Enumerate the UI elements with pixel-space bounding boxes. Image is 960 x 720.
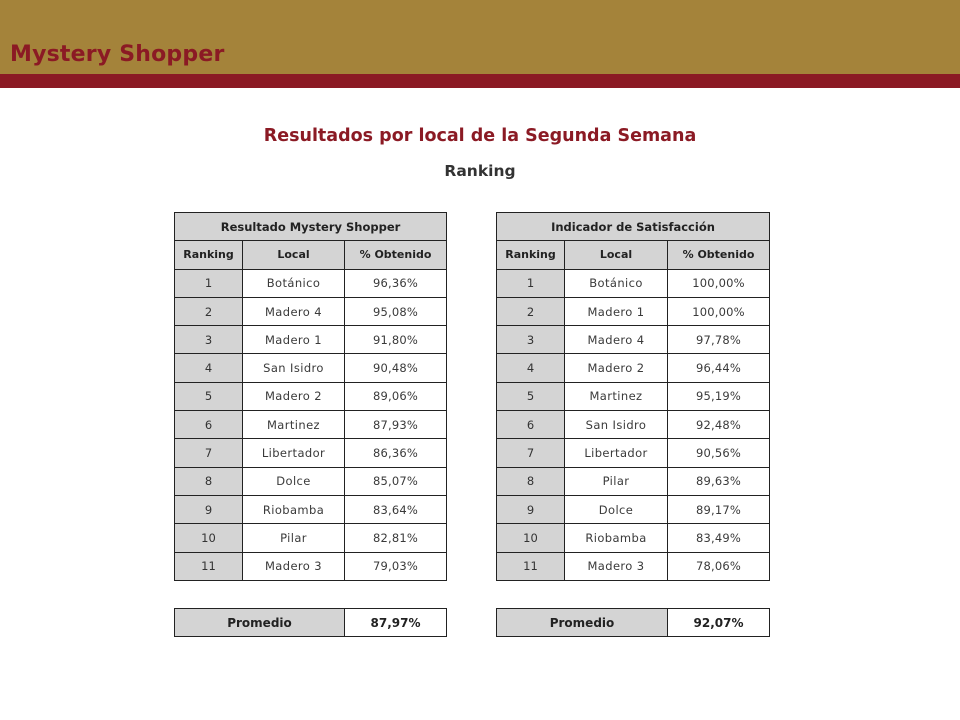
column-header-local: Local	[243, 241, 345, 269]
local-cell: Madero 4	[243, 297, 345, 325]
slide-subheading: Ranking	[444, 162, 516, 180]
rank-cell: 10	[175, 524, 243, 552]
average-value: 87,97%	[345, 609, 447, 637]
rank-cell: 4	[497, 354, 565, 382]
percent-cell: 83,64%	[345, 495, 447, 523]
local-cell: Pilar	[243, 524, 345, 552]
rank-cell: 1	[175, 269, 243, 297]
mystery-shopper-table	[174, 212, 447, 581]
column-header-ranking: Ranking	[497, 241, 565, 269]
slide-heading: Resultados por local de la Segunda Semana	[263, 126, 697, 146]
column-header-percent: % Obtenido	[345, 241, 447, 269]
table-row	[497, 411, 770, 439]
table-row	[497, 297, 770, 325]
rank-cell: 2	[175, 297, 243, 325]
local-cell: Martinez	[565, 382, 668, 410]
table-row	[175, 439, 447, 467]
rank-cell: 4	[175, 354, 243, 382]
rank-cell: 2	[497, 297, 565, 325]
percent-cell: 97,78%	[668, 326, 770, 354]
local-cell: Madero 4	[565, 326, 668, 354]
percent-cell: 86,36%	[345, 439, 447, 467]
percent-cell: 85,07%	[345, 467, 447, 495]
percent-cell: 96,44%	[668, 354, 770, 382]
table-row	[175, 495, 447, 523]
percent-cell: 100,00%	[668, 269, 770, 297]
local-cell: Botánico	[565, 269, 668, 297]
table-row	[497, 495, 770, 523]
column-header-percent: % Obtenido	[668, 241, 770, 269]
rank-cell: 9	[497, 495, 565, 523]
table-row	[175, 552, 447, 580]
percent-cell: 90,56%	[668, 439, 770, 467]
table-row	[497, 354, 770, 382]
local-cell: Madero 1	[565, 297, 668, 325]
percent-cell: 92,48%	[668, 411, 770, 439]
local-cell: Libertador	[565, 439, 668, 467]
table-row	[497, 524, 770, 552]
local-cell: Pilar	[565, 467, 668, 495]
table-row	[497, 552, 770, 580]
local-cell: Botánico	[243, 269, 345, 297]
average-label: Promedio	[175, 609, 345, 637]
column-header-local: Local	[565, 241, 668, 269]
percent-cell: 96,36%	[345, 269, 447, 297]
percent-cell: 100,00%	[668, 297, 770, 325]
rank-cell: 11	[175, 552, 243, 580]
rank-cell: 3	[175, 326, 243, 354]
table-row	[497, 467, 770, 495]
average-label: Promedio	[497, 609, 668, 637]
local-cell: Dolce	[565, 495, 668, 523]
percent-cell: 89,06%	[345, 382, 447, 410]
rank-cell: 5	[497, 382, 565, 410]
satisfaction-table	[496, 212, 770, 581]
rank-cell: 7	[497, 439, 565, 467]
rank-cell: 3	[497, 326, 565, 354]
local-cell: Riobamba	[565, 524, 668, 552]
table-row	[175, 354, 447, 382]
table-row	[497, 269, 770, 297]
table-row	[175, 326, 447, 354]
local-cell: San Isidro	[565, 411, 668, 439]
header-band	[0, 0, 960, 74]
local-cell: Dolce	[243, 467, 345, 495]
local-cell: Riobamba	[243, 495, 345, 523]
table-row	[175, 524, 447, 552]
satisfaction-average	[496, 608, 770, 637]
rank-cell: 7	[175, 439, 243, 467]
percent-cell: 82,81%	[345, 524, 447, 552]
table-row	[175, 269, 447, 297]
percent-cell: 83,49%	[668, 524, 770, 552]
percent-cell: 95,08%	[345, 297, 447, 325]
table-title: Indicador de Satisfacción	[497, 213, 770, 241]
rank-cell: 6	[497, 411, 565, 439]
local-cell: San Isidro	[243, 354, 345, 382]
percent-cell: 89,63%	[668, 467, 770, 495]
average-value: 92,07%	[668, 609, 770, 637]
percent-cell: 78,06%	[668, 552, 770, 580]
local-cell: Madero 1	[243, 326, 345, 354]
rank-cell: 8	[175, 467, 243, 495]
percent-cell: 89,17%	[668, 495, 770, 523]
rank-cell: 10	[497, 524, 565, 552]
local-cell: Madero 3	[565, 552, 668, 580]
local-cell: Madero 2	[565, 354, 668, 382]
local-cell: Madero 3	[243, 552, 345, 580]
rank-cell: 6	[175, 411, 243, 439]
table-row	[497, 326, 770, 354]
table-title: Resultado Mystery Shopper	[175, 213, 447, 241]
table-row	[497, 382, 770, 410]
percent-cell: 79,03%	[345, 552, 447, 580]
rank-cell: 5	[175, 382, 243, 410]
table-row	[175, 467, 447, 495]
local-cell: Martinez	[243, 411, 345, 439]
local-cell: Madero 2	[243, 382, 345, 410]
percent-cell: 90,48%	[345, 354, 447, 382]
header-rule	[0, 74, 960, 88]
table-row	[175, 382, 447, 410]
rank-cell: 1	[497, 269, 565, 297]
rank-cell: 11	[497, 552, 565, 580]
rank-cell: 9	[175, 495, 243, 523]
column-header-ranking: Ranking	[175, 241, 243, 269]
rank-cell: 8	[497, 467, 565, 495]
table-row	[175, 297, 447, 325]
table-row	[175, 411, 447, 439]
page-title: Mystery Shopper	[10, 42, 225, 67]
percent-cell: 87,93%	[345, 411, 447, 439]
percent-cell: 91,80%	[345, 326, 447, 354]
local-cell: Libertador	[243, 439, 345, 467]
percent-cell: 95,19%	[668, 382, 770, 410]
mystery-shopper-average	[174, 608, 447, 637]
table-row	[497, 439, 770, 467]
